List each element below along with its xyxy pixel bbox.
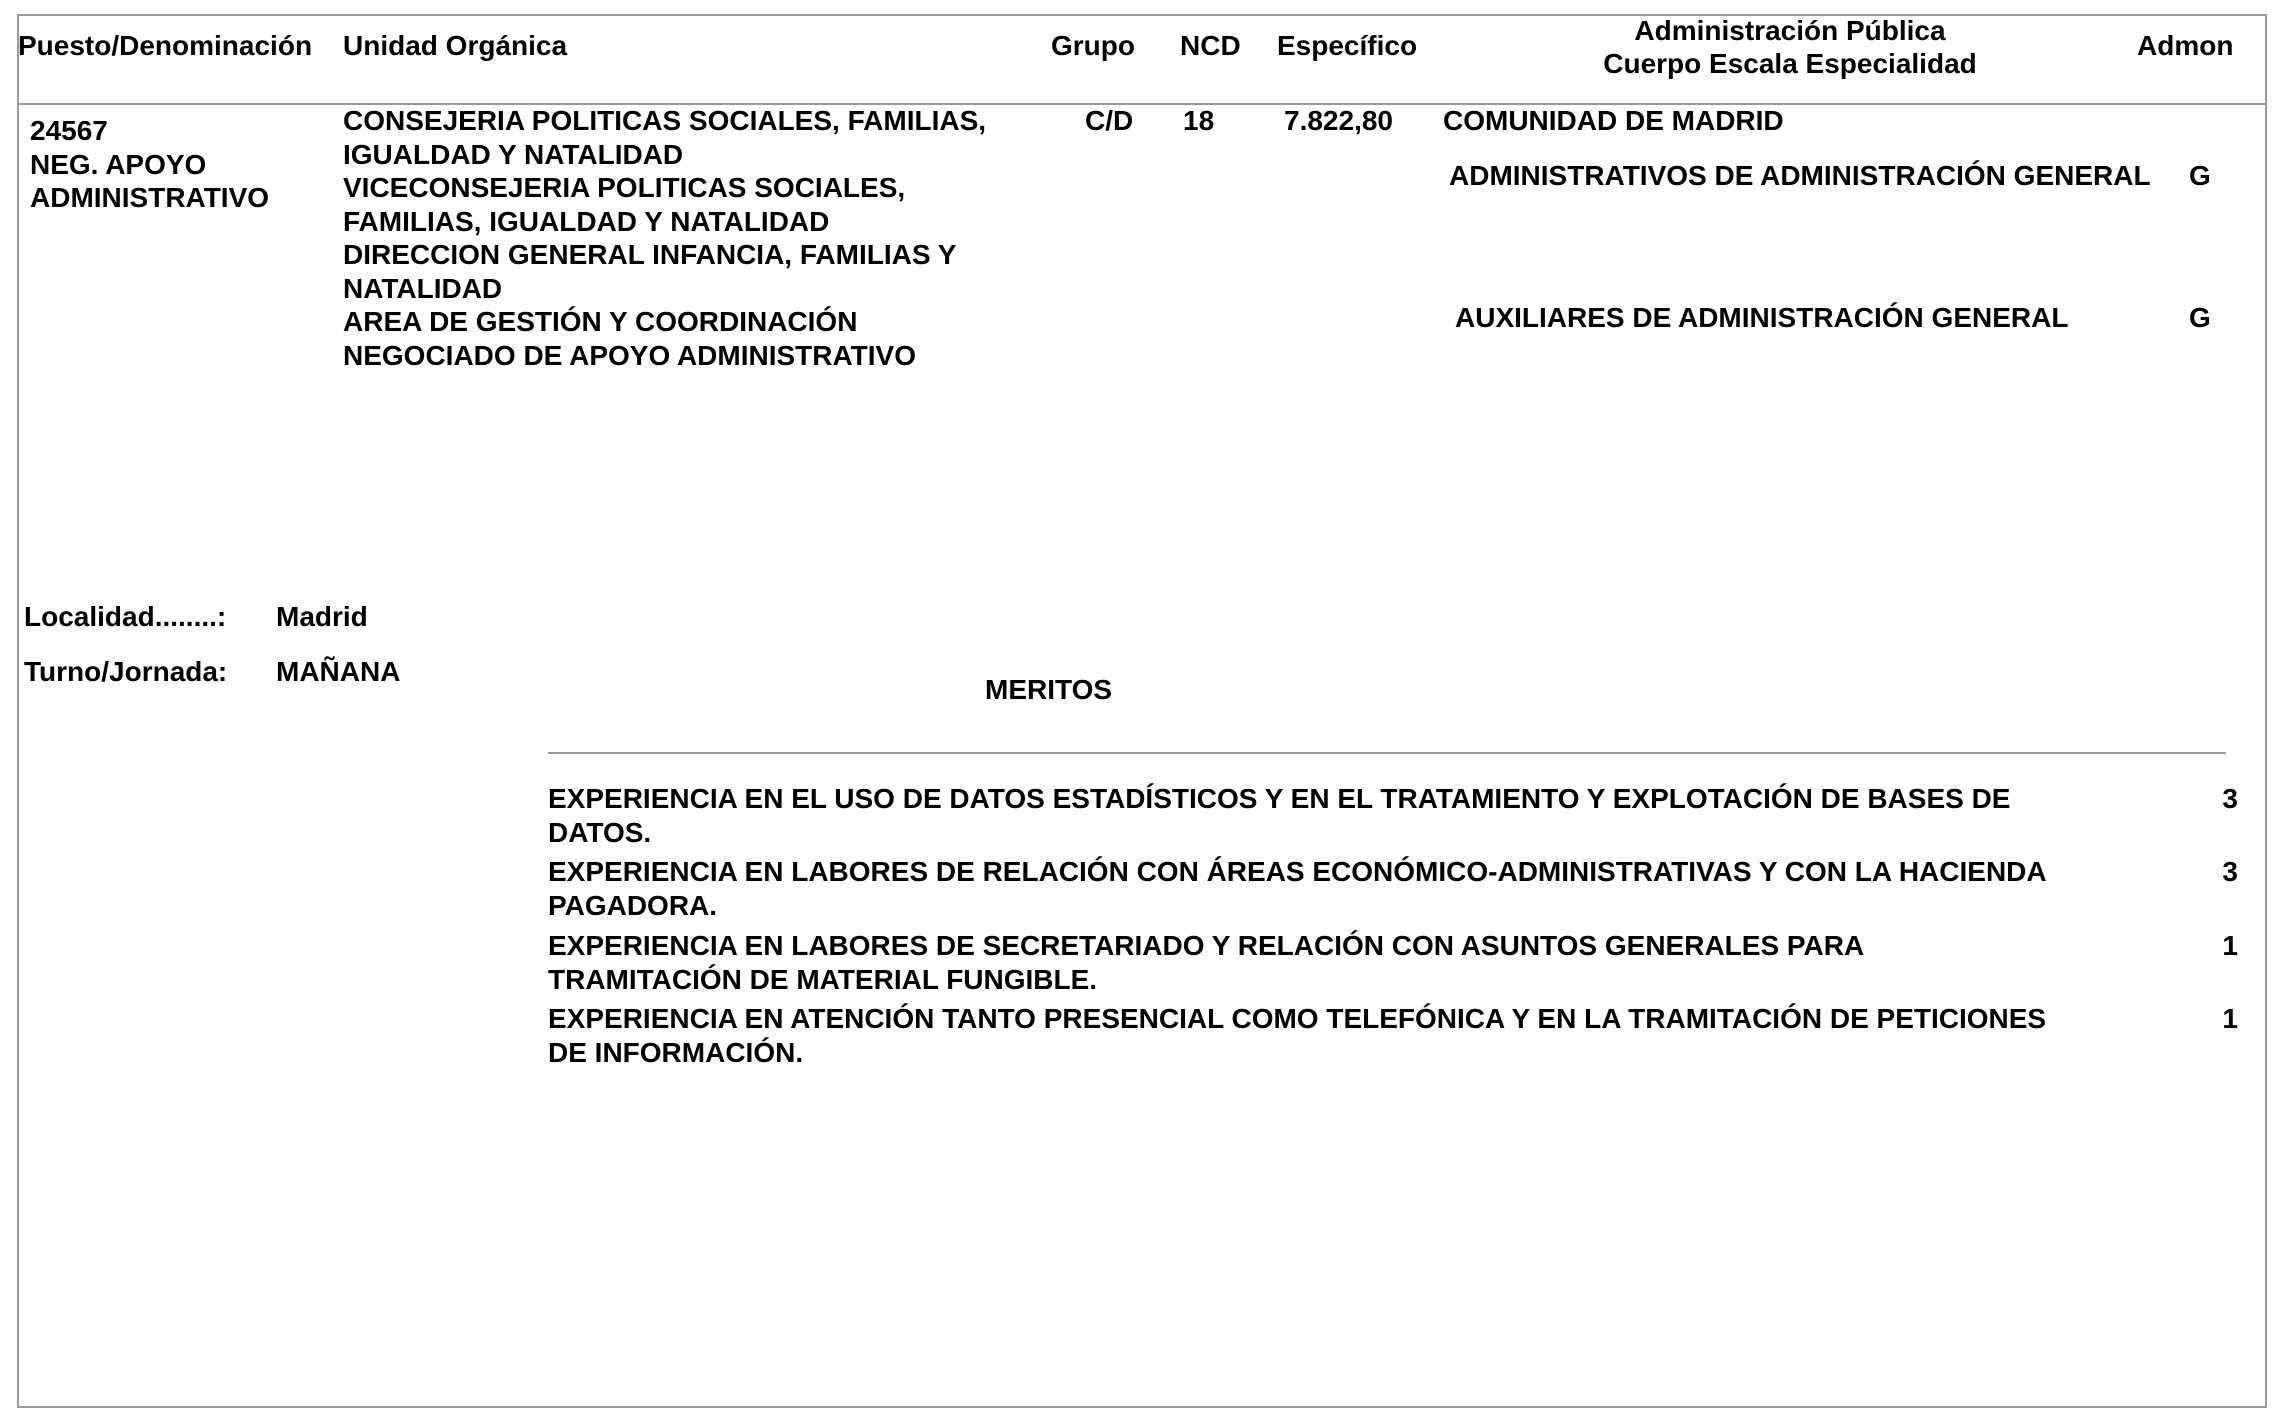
header-admon: Admon	[2137, 30, 2234, 61]
merito-points: 3	[2222, 856, 2238, 887]
merito-row	[548, 1002, 2238, 1072]
grupo-value: C/D	[1085, 105, 1134, 136]
puesto-denominacion-line1: NEG. APOYO	[30, 148, 207, 180]
header-unidad: Unidad Orgánica	[343, 30, 568, 61]
meritos-divider	[548, 752, 2226, 754]
turno-label: Turno/Jornada:	[24, 656, 228, 687]
merito-points: 1	[2222, 930, 2238, 961]
cuerpo-admon: G	[2189, 160, 2211, 191]
header-ncd: NCD	[1180, 30, 1241, 61]
cuerpo-admon: G	[2189, 302, 2211, 333]
unidad-line: DIRECCION GENERAL INFANCIA, FAMILIAS Y	[343, 239, 957, 270]
merito-row	[548, 782, 2238, 852]
header-puesto: Puesto/Denominación	[18, 30, 313, 61]
especifico-value: 7.822,80	[1284, 105, 1393, 136]
header-administracion	[1520, 14, 2060, 80]
merito-points: 3	[2222, 783, 2238, 814]
unidad-organica	[343, 104, 986, 372]
puesto-denominacion-line2: ADMINISTRATIVO	[30, 182, 270, 213]
unidad-line: IGUALDAD Y NATALIDAD	[343, 138, 684, 170]
ncd-value: 18	[1183, 105, 1215, 136]
administracion-value: COMUNIDAD DE MADRID	[1443, 105, 1784, 136]
merito-text: EXPERIENCIA EN EL USO DE DATOS ESTADÍSTICOS Y EN EL TRATAMIENTO Y EXPLOTACIÓN DE BASES DE DATOS.	[548, 783, 2011, 848]
cuerpo-name: AUXILIARES DE ADMINISTRACIÓN GENERAL	[1455, 302, 2069, 333]
cuerpo-name: ADMINISTRATIVOS DE ADMINISTRACIÓN GENERAL	[1449, 160, 2151, 191]
merito-text: EXPERIENCIA EN LABORES DE RELACIÓN CON ÁREAS ECONÓMICO-ADMINISTRATIVAS Y CON LA HACIENDA PAGADORA.	[548, 856, 2046, 921]
localidad-label: Localidad........:	[24, 601, 227, 632]
merito-row	[548, 929, 2238, 999]
unidad-line: NATALIDAD	[343, 272, 503, 304]
header-grupo: Grupo	[1051, 30, 1135, 61]
unidad-line: CONSEJERIA POLITICAS SOCIALES, FAMILIAS,	[343, 105, 987, 136]
unidad-line: AREA DE GESTIÓN Y COORDINACIÓN	[343, 306, 858, 337]
turno-value: MAÑANA	[276, 656, 401, 687]
merito-text: EXPERIENCIA EN LABORES DE SECRETARIADO Y RELACIÓN CON ASUNTOS GENERALES PARA TRAMITACIÓN DE MATERIAL FUNGIBLE.	[548, 930, 1864, 995]
meritos-title: MERITOS	[985, 674, 1113, 705]
header-administracion-line2: Cuerpo Escala Especialidad	[1603, 48, 1977, 79]
puesto-block	[30, 114, 269, 215]
merito-row	[548, 855, 2238, 925]
unidad-line: NEGOCIADO DE APOYO ADMINISTRATIVO	[343, 339, 916, 371]
merito-text: EXPERIENCIA EN ATENCIÓN TANTO PRESENCIAL COMO TELEFÓNICA Y EN LA TRAMITACIÓN DE PETICIONES DE INFORMACIÓN.	[548, 1003, 2047, 1068]
unidad-line: FAMILIAS, IGUALDAD Y NATALIDAD	[343, 205, 830, 237]
merito-points: 1	[2222, 1003, 2238, 1034]
localidad-value: Madrid	[276, 601, 368, 632]
header-administracion-line1: Administración Pública	[1634, 15, 1946, 46]
header-especifico: Específico	[1277, 30, 1418, 61]
puesto-numero: 24567	[30, 115, 108, 146]
unidad-line: VICECONSEJERIA POLITICAS SOCIALES,	[343, 172, 906, 203]
